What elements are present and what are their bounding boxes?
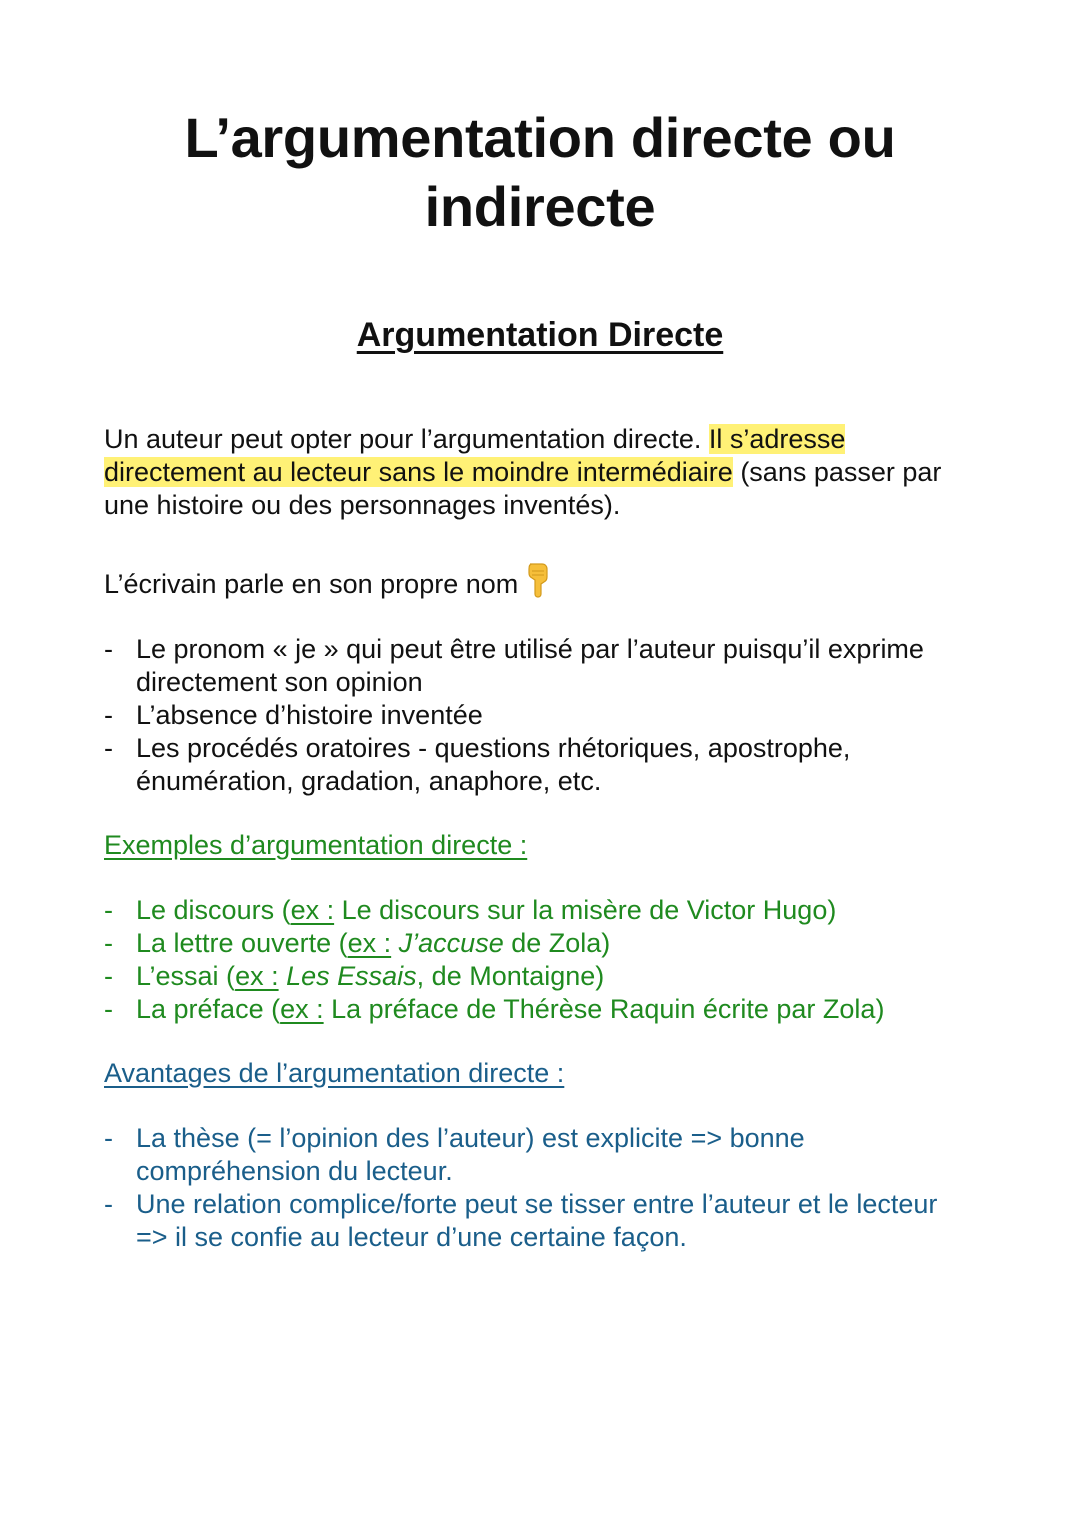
bullet-dash: - xyxy=(104,700,113,730)
bullet-dash: - xyxy=(104,928,113,958)
advantages-list xyxy=(104,1122,964,1254)
example-ex: ex : xyxy=(235,961,279,991)
writer-line-text: L’écrivain parle en son propre nom xyxy=(104,569,519,599)
example-text-end: , de Montaigne) xyxy=(416,961,605,991)
list-item xyxy=(104,699,964,732)
bullet-dash: - xyxy=(104,733,113,763)
bullet-dash: - xyxy=(104,895,113,925)
highlighted-text: Il s’adresse directement au lecteur sans le moindre intermédiaire xyxy=(104,424,846,487)
page-title: L’argumentation directe ou indirecte xyxy=(184,106,896,238)
examples-heading: Exemples d’argumentation directe : xyxy=(104,830,528,860)
list-item xyxy=(104,1188,964,1254)
example-label: La préface ( xyxy=(136,994,281,1024)
example-text xyxy=(279,961,287,991)
features-list xyxy=(104,633,964,798)
list-item-text: Le pronom « je » qui peut être utilisé par l’auteur puisqu’il exprime directement son opinion xyxy=(136,634,924,697)
example-ex: ex : xyxy=(280,994,324,1024)
list-item-text: L’absence d’histoire inventée xyxy=(136,700,483,730)
list-item xyxy=(104,1122,964,1188)
bullet-dash: - xyxy=(104,1123,113,1153)
bullet-dash: - xyxy=(104,1189,113,1219)
bullet-dash: - xyxy=(104,634,113,664)
example-label: La lettre ouverte ( xyxy=(136,928,348,958)
example-label: Le discours ( xyxy=(136,895,291,925)
list-item xyxy=(104,732,964,798)
advantages-heading: Avantages de l’argumentation directe : xyxy=(104,1058,565,1088)
example-title: Les Essais xyxy=(286,961,417,991)
list-item xyxy=(104,960,964,993)
example-text-end: de Zola) xyxy=(503,928,611,958)
intro-paragraph xyxy=(104,423,984,522)
writer-line xyxy=(104,562,984,606)
list-item xyxy=(104,633,964,699)
list-item xyxy=(104,894,964,927)
example-label: L’essai ( xyxy=(136,961,236,991)
bullet-dash: - xyxy=(104,994,113,1024)
example-text xyxy=(391,928,399,958)
section-title: Argumentation Directe xyxy=(356,316,724,354)
list-item-text: Les procédés oratoires - questions rhétoriques, apostrophe, énumération, gradation, anaphore, etc. xyxy=(136,733,851,796)
intro-text-end: (sans passer par une histoire ou des personnages inventés). xyxy=(104,457,942,520)
bullet-dash: - xyxy=(104,961,113,991)
list-item xyxy=(104,993,964,1026)
example-title: J’accuse xyxy=(398,928,504,958)
example-text: Le discours sur la misère de Victor Hugo) xyxy=(334,895,837,925)
list-item xyxy=(104,927,964,960)
list-item-text: Une relation complice/forte peut se tisser entre l’auteur et le lecteur => il se confie au lecteur d’une certaine façon. xyxy=(136,1189,938,1252)
example-ex: ex : xyxy=(347,928,392,958)
example-ex: ex : xyxy=(290,895,335,925)
examples-list xyxy=(104,894,964,1026)
example-text: La préface de Thérèse Raquin écrite par Zola) xyxy=(323,994,885,1024)
list-item-text: La thèse (= l’opinion des l’auteur) est explicite => bonne compréhension du lecteur. xyxy=(136,1123,805,1186)
pointing-down-hand-icon xyxy=(524,562,554,606)
intro-text: Un auteur peut opter pour l’argumentation directe. xyxy=(104,424,709,454)
